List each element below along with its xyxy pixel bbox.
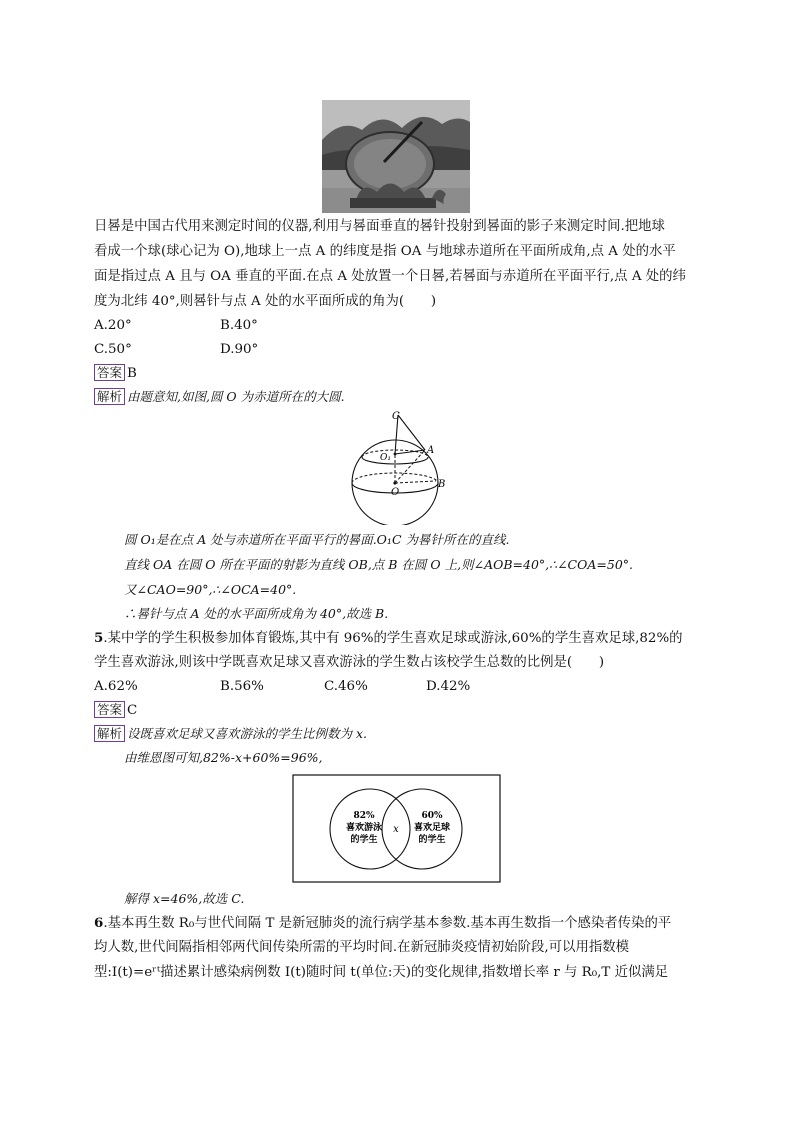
label-o1: O₁: [380, 453, 391, 463]
venn-left-label-2: 的学生: [350, 835, 378, 845]
q5-answer-row: [94, 701, 137, 719]
q4-stem-line-1: 日晷是中国古代用来测定时间的仪器,利用与晷面垂直的晷针投射到晷面的影子来测定时间.把地球: [94, 219, 665, 234]
q5-answer: C: [127, 703, 138, 718]
label-o: O: [391, 487, 400, 498]
q4-stem-line-2: 看成一个球(球心记为 O),地球上一点 A 的纬度是指 OA 与地球赤道所在平面所成角,点 A 处的水平: [94, 244, 676, 259]
q4-analysis-line-5: ∴晷针与点 A 处的水平面所成角为 40°,故选 B.: [124, 606, 389, 621]
q5-stem-line-2: 学生喜欢游泳,则该中学既喜欢足球又喜欢游泳的学生数占该校学生总数的比例是( ): [94, 655, 605, 670]
q4-stem-line-4: 度为北纬 40°,则晷针与点 A 处的水平面所成的角为( ): [94, 294, 437, 309]
venn-middle: x: [393, 824, 399, 835]
q4-analysis-line-1: 由题意知,如图,圆 O 为赤道所在的大圆.: [127, 389, 345, 404]
venn-right-percent: 60%: [421, 811, 443, 821]
answer-tag: 答案: [94, 364, 125, 381]
q5-option-d: D.42%: [426, 679, 471, 694]
q4-analysis-line-2: 圆 O₁是在点 A 处与赤道所在平面平行的晷面.O₁C 为晷针所在的直线.: [124, 532, 510, 547]
label-c: C: [392, 411, 400, 422]
q6-stem-line-2: 均人数,世代间隔指相邻两代间传染所需的平均时间.在新冠肺炎疫情初始阶段,可以用指数模: [94, 940, 630, 955]
q4-option-d: D.90°: [220, 342, 259, 357]
q6-number: 6: [94, 915, 104, 931]
answer-tag: 答案: [94, 701, 125, 718]
q4-stem-line-3: 面是指过点 A 且与 OA 垂直的平面.在点 A 处放置一个日晷,若晷面与赤道所在平面平行,点 A 处的纬: [94, 269, 686, 284]
q5-number: 5: [94, 630, 104, 646]
q5-stem-text-1: .某中学的学生积极参加体育锻炼,其中有 96%的学生喜欢足球或游泳,60%的学生喜欢足球,82%的: [103, 631, 683, 646]
analysis-tag: 解析: [94, 388, 125, 405]
q4-option-b: B.40°: [220, 318, 258, 333]
venn-left-label-1: 喜欢游泳: [345, 823, 383, 833]
q6-stem-line-1: [94, 915, 671, 932]
q4-analysis-line-4: 又∠CAO=90°,∴∠OCA=40°.: [124, 582, 297, 597]
q5-stem-line-1: [94, 630, 683, 647]
q4-analysis-row: [94, 388, 345, 405]
q4-option-a: A.20°: [94, 318, 132, 333]
q6-stem-line-3: 型:I(t)=eʳᵗ描述累计感染病例数 I(t)随时间 t(单位:天)的变化规律,指数增长率 r 与 R₀,T 近似满足: [94, 965, 669, 980]
venn-right-label-2: 的学生: [418, 835, 446, 845]
q5-option-c: C.46%: [324, 679, 368, 694]
q4-option-c: C.50°: [94, 342, 132, 357]
q5-analysis-row: [94, 725, 367, 742]
q5-analysis-line-2: 由维恩图可知,82%-x+60%=96%,: [124, 750, 323, 765]
analysis-tag: 解析: [94, 725, 125, 742]
sphere-figure: [340, 405, 460, 525]
sundial-photo: [322, 100, 470, 213]
q6-stem-text-1: .基本再生数 R₀与世代间隔 T 是新冠肺炎的流行病学基本参数.基本再生数指一个感染者传染的平: [103, 916, 672, 931]
q4-answer-row: [94, 364, 137, 382]
q5-option-a: A.62%: [94, 679, 138, 694]
q5-option-b: B.56%: [220, 679, 264, 694]
label-b: B: [438, 479, 446, 490]
venn-left-percent: 82%: [353, 811, 375, 821]
q5-analysis-line-1: 设既喜欢足球又喜欢游泳的学生比例数为 x.: [127, 726, 368, 741]
q5-analysis-line-3: 解得 x=46%,故选 C.: [124, 891, 245, 906]
label-a: A: [427, 445, 435, 456]
venn-right-label-1: 喜欢足球: [413, 823, 451, 833]
q4-answer: B: [127, 366, 137, 381]
venn-diagram: [292, 774, 502, 884]
q4-analysis-line-3: 直线 OA 在圆 O 所在平面的射影为直线 OB,点 B 在圆 O 上,则∠AOB=40°,∴∠COA=50°.: [124, 557, 634, 572]
